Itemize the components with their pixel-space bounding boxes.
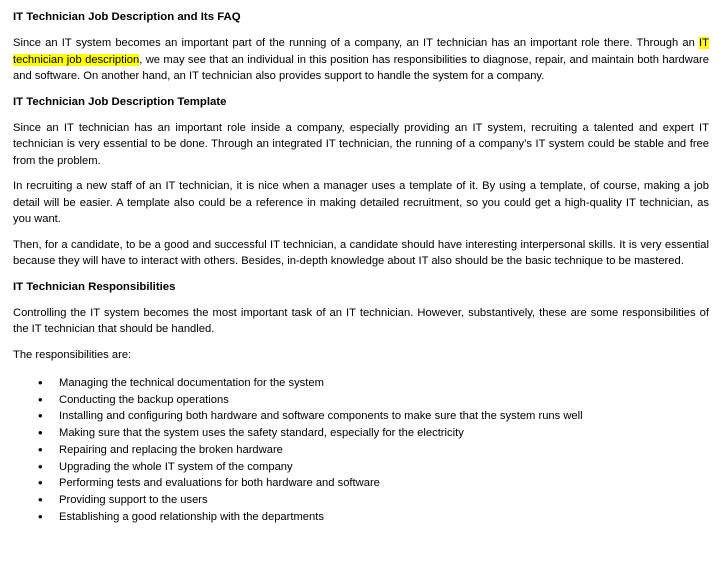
list-item: • Performing tests and evaluations for both hardware and software — [38, 475, 709, 492]
intro-paragraph — [13, 35, 709, 85]
template-paragraph-2: In recruiting a new staff of an IT technician, it is nice when a manager uses a template of it. By using a template, of course, making a job detail will be easier. A template also could be a reference in making detailed recruitment, so you could get a high-quality IT technician, as you want. — [13, 180, 709, 225]
list-item: • Conducting the backup operations — [38, 392, 709, 409]
template-paragraph-3: Then, for a candidate, to be a good and successful IT technician, a candidate should have interesting interpersonal skills. It is very essential because they will have to interact with others. Besides, in-depth knowledge about IT also should be the basic technique to be mastered. — [13, 238, 709, 267]
list-item: • Repairing and replacing the broken hardware — [38, 442, 709, 459]
list-item: • Providing support to the users — [38, 492, 709, 509]
intro-text-start: Since an IT system becomes an important part of the running of a company, an IT technician has an important role there. Through an — [13, 37, 700, 49]
list-item: • Upgrading the whole IT system of the company — [38, 459, 709, 476]
heading-responsibilities: IT Technician Responsibilities — [13, 280, 176, 293]
heading-faq: IT Technician Job Description and Its FAQ — [13, 11, 241, 23]
responsibilities-intro: Controlling the IT system becomes the most important task of an IT technician. However, substantively, these are some responsibilities of the IT technician that should be handled. — [13, 306, 709, 335]
responsibilities-list — [13, 375, 709, 525]
list-item: • Installing and configuring both hardware and software components to make sure that the system runs well — [38, 408, 709, 425]
template-paragraph-1: Since an IT technician has an important role inside a company, especially providing an IT system, recruiting a talented and expert IT technician is very essential to be done. Through an integrated IT technician, the running of a company’s IT system could be stable and free from the problem. — [13, 121, 709, 167]
heading-template: IT Technician Job Description Template — [13, 95, 227, 108]
intro-text-end: , we may see that an individual in this position has responsibilities to diagnose, repair, and maintain both hardware and software. On another hand, an IT technician also provides support to handle the system for a company. — [13, 53, 710, 82]
responsibilities-lead: The responsibilities are: — [13, 348, 132, 361]
list-item: • Managing the technical documentation for the system — [38, 375, 709, 392]
list-item: • Making sure that the system uses the safety standard, especially for the electricity — [38, 425, 709, 442]
highlighted-link-text[interactable]: IT technician job description — [13, 37, 709, 66]
list-item: • Establishing a good relationship with the departments — [38, 509, 709, 526]
